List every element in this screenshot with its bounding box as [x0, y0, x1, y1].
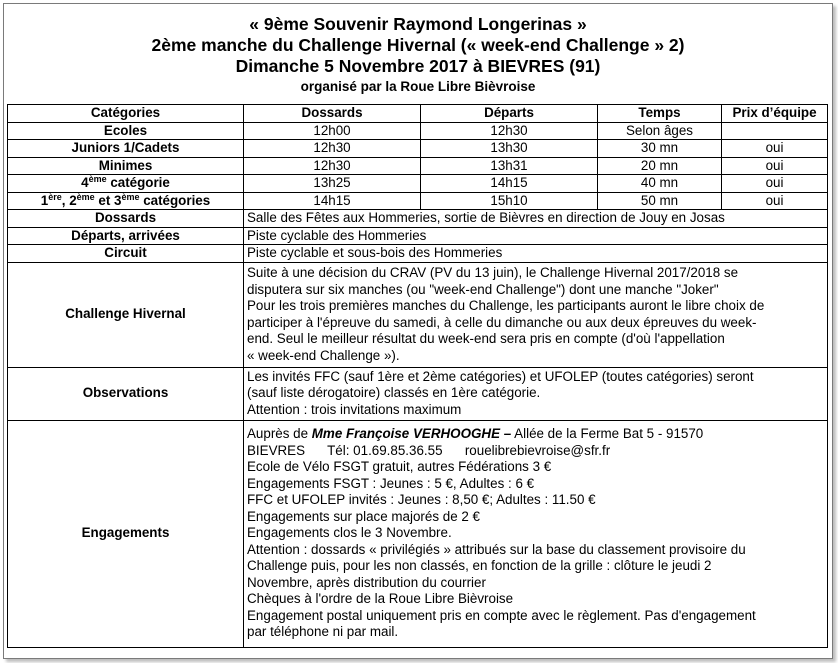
text-line: FFC et UFOLEP invités : Jeunes : 8,50 €; Adultes : 11.50 € [247, 492, 596, 508]
dossards-cell: 14h15 [244, 192, 421, 210]
text-line: Attention : dossards « privilégiés » attribués sur la base du classement provisoire du [247, 541, 746, 557]
text-line: Engagements sur place majorés de 2 € [247, 508, 480, 524]
category-num: 4 [81, 175, 89, 190]
col-header-prix: Prix d’équipe [722, 105, 828, 123]
challenge-info-row [8, 262, 828, 367]
prix-cell [722, 122, 828, 140]
text-line: BIEVRES Tél: 01.69.85.36.55 rouelibrebievroise@sfr.fr [247, 442, 611, 458]
departs-info-row [8, 227, 828, 245]
dossards-cell: 12h30 [244, 157, 421, 175]
category-a: 1 [40, 192, 49, 208]
temps-cell: 20 mn [598, 157, 722, 175]
table-row [8, 192, 828, 210]
category-cell [8, 175, 244, 193]
departs-label: Départs, arrivées [8, 227, 244, 245]
prix-cell: oui [722, 192, 828, 210]
category-sup: ème [88, 174, 107, 184]
circuit-label: Circuit [8, 245, 244, 263]
challenge-label: Challenge Hivernal [8, 262, 244, 367]
category-c-sup: ème [121, 191, 140, 202]
text-line: Les invités FFC (sauf 1ère et 2ème catégories) et UFOLEP (toutes catégories) seront [247, 368, 754, 384]
text-line: Engagements FSGT : Jeunes : 5 €, Adultes : 6 € [247, 475, 535, 491]
col-header-temps: Temps [598, 105, 722, 123]
col-header-dossards: Dossards [244, 105, 421, 123]
table-row [8, 175, 828, 193]
temps-cell: Selon âges [598, 122, 722, 140]
category-b-sup: ème [76, 191, 95, 202]
category-d: catégories [139, 192, 211, 208]
table-row [8, 122, 828, 140]
header [4, 14, 832, 95]
temps-cell: 30 mn [598, 140, 722, 158]
dossards-info-row [8, 210, 828, 228]
contact-address: Allée de la Ferme Bat 5 - 91570 [511, 426, 704, 442]
text-line [247, 426, 824, 443]
col-header-departs: Départs [421, 105, 598, 123]
text-line: Pour les trois premières manches du Challenge, les participants auront le libre choix de [247, 298, 765, 313]
category-c: et 3 [94, 192, 122, 208]
temps-cell: 40 mn [598, 175, 722, 193]
race-table [7, 104, 828, 648]
dossards-text: Salle des Fêtes aux Hommeries, sortie de Bièvres en direction de Jouy en Josas [244, 210, 828, 228]
departs-cell: 13h30 [421, 140, 598, 158]
text-line: (sauf liste dérogatoire) classés en 1ère catégorie. [247, 385, 541, 401]
departs-cell: 13h31 [421, 157, 598, 175]
title-line-1: « 9ème Souvenir Raymond Longerinas » [249, 14, 587, 34]
engagements-info-row [8, 420, 828, 647]
text-line: Chèques à l'ordre de la Roue Libre Bièvroise [247, 591, 514, 607]
text-line: disputera sur six manches (ou "week-end Challenge") dont une manche "Joker" [247, 281, 719, 297]
text-line: Attention : trois invitations maximum [247, 401, 462, 417]
dossards-cell: 13h25 [244, 175, 421, 193]
category-cell: Ecoles [8, 122, 244, 140]
organizer-line: organisé par la Roue Libre Bièvroise [300, 79, 536, 94]
title-line-3: Dimanche 5 Novembre 2017 à BIEVRES (91) [235, 56, 601, 76]
text-line: Novembre, après distribution du courrier [247, 574, 486, 590]
circuit-text: Piste cyclable et sous-bois des Hommeries [244, 245, 828, 263]
text-line: participer à l'épreuve du samedi, à celle du dimanche ou aux deux épreuves du week- [247, 314, 757, 330]
dossards-cell: 12h00 [244, 122, 421, 140]
engagements-text [244, 420, 828, 647]
departs-cell: 15h10 [421, 192, 598, 210]
temps-cell: 50 mn [598, 192, 722, 210]
category-cell: Juniors 1/Cadets [8, 140, 244, 158]
departs-cell: 14h15 [421, 175, 598, 193]
prix-cell: oui [722, 175, 828, 193]
observations-text [244, 367, 828, 420]
category-b: , 2 [61, 192, 77, 208]
col-header-categories: Catégories [8, 105, 244, 123]
challenge-text [244, 262, 828, 367]
departs-text: Piste cyclable des Hommeries [244, 227, 828, 245]
observations-info-row [8, 367, 828, 420]
prix-cell: oui [722, 157, 828, 175]
text-line: Engagement postal uniquement pris en compte avec le règlement. Pas d'engagement [247, 607, 756, 623]
text-line: Challenge puis, pour les non classés, en fonction de la grille : clôture le jeudi 2 [247, 558, 712, 574]
prix-cell: oui [722, 140, 828, 158]
category-a-sup: ère [48, 191, 62, 202]
engagements-label: Engagements [8, 420, 244, 647]
title-line-2: 2ème manche du Challenge Hivernal (« week-end Challenge » 2) [151, 35, 685, 55]
category-cell: Minimes [8, 157, 244, 175]
text-line: Ecole de Vélo FSGT gratuit, autres Fédérations 3 € [247, 459, 552, 475]
dossards-cell: 12h30 [244, 140, 421, 158]
observations-label: Observations [8, 367, 244, 420]
table-row [8, 157, 828, 175]
text-line: « week-end Challenge »). [247, 347, 400, 363]
table-row [8, 140, 828, 158]
table-header-row [8, 105, 828, 123]
text-line: par téléphone ni par mail. [247, 624, 399, 640]
text-line: end. Seul le meilleur résultat du week-end sera pris en compte (d'où l'appellation [247, 331, 725, 346]
dossards-label: Dossards [8, 210, 244, 228]
category-cell [8, 192, 244, 210]
departs-cell: 12h30 [421, 122, 598, 140]
circuit-info-row [8, 245, 828, 263]
text-line: Suite à une décision du CRAV (PV du 13 juin), le Challenge Hivernal 2017/2018 se [247, 265, 739, 280]
category-rest: catégorie [106, 175, 170, 190]
contact-name: Mme Françoise VERHOOGHE – [311, 426, 512, 442]
contact-prefix: Auprès de [247, 426, 312, 442]
text-line: Engagements clos le 3 Novembre. [247, 525, 452, 541]
